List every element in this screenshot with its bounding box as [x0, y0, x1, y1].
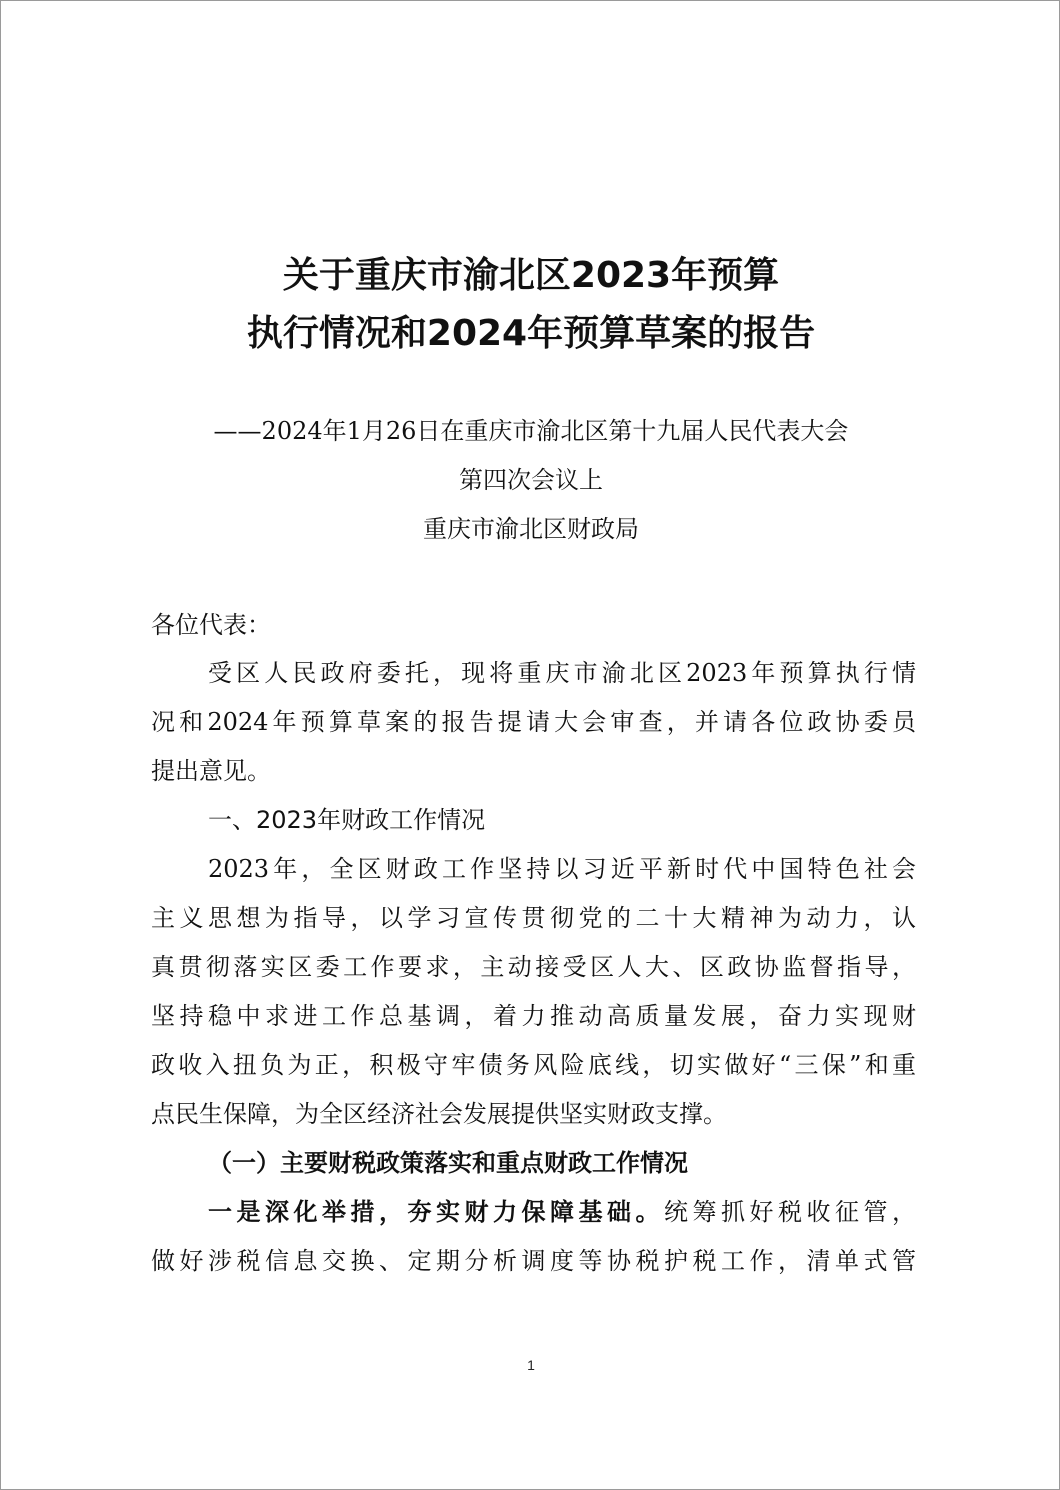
- salutation: 各位代表：: [151, 611, 271, 639]
- intro-line-3: 提出意见。: [151, 757, 271, 785]
- item-line-1-rest: 统筹抓好税收征管，: [664, 1198, 916, 1226]
- para-line-3: 真贯彻落实区委工作要求，主动接受区人大、区政协监督指导，: [151, 953, 916, 981]
- para-line-4: 坚持稳中求进工作总基调，着力推动高质量发展，奋力实现财: [151, 1002, 916, 1030]
- item-lead: 一是深化举措，夯实财力保障基础。: [208, 1198, 664, 1226]
- subsection-heading: （一）主要财税政策落实和重点财政工作情况: [208, 1149, 688, 1177]
- subtitle-session-line: 第四次会议上: [459, 466, 603, 494]
- subtitle-meeting-line: ——2024年1月26日在重庆市渝北区第十九届人民代表大会: [213, 417, 849, 445]
- section-heading: 一、2023年财政工作情况: [208, 806, 486, 834]
- para-line-2: 主义思想为指导，以学习宣传贯彻党的二十大精神为动力，认: [151, 904, 916, 932]
- report-title-line-1: 关于重庆市渝北区2023年预算: [282, 255, 780, 296]
- para-line-6: 点民生保障，为全区经济社会发展提供坚实财政支撑。: [151, 1100, 727, 1128]
- item-line-2: 做好涉税信息交换、定期分析调度等协税护税工作，清单式管: [151, 1247, 916, 1275]
- para-line-1: 2023年，全区财政工作坚持以习近平新时代中国特色社会: [208, 855, 916, 883]
- intro-line-1: 受区人民政府委托，现将重庆市渝北区2023年预算执行情: [208, 659, 916, 687]
- subtitle-author: 重庆市渝北区财政局: [423, 515, 639, 543]
- report-title-line-2: 执行情况和2024年预算草案的报告: [246, 313, 816, 354]
- item-line-1: [208, 1196, 916, 1228]
- page-number: 1: [527, 1357, 535, 1373]
- intro-line-2: 况和2024年预算草案的报告提请大会审查，并请各位政协委员: [151, 708, 916, 736]
- para-line-5: 政收入扭负为正，积极守牢债务风险底线，切实做好“三保”和重: [151, 1051, 916, 1079]
